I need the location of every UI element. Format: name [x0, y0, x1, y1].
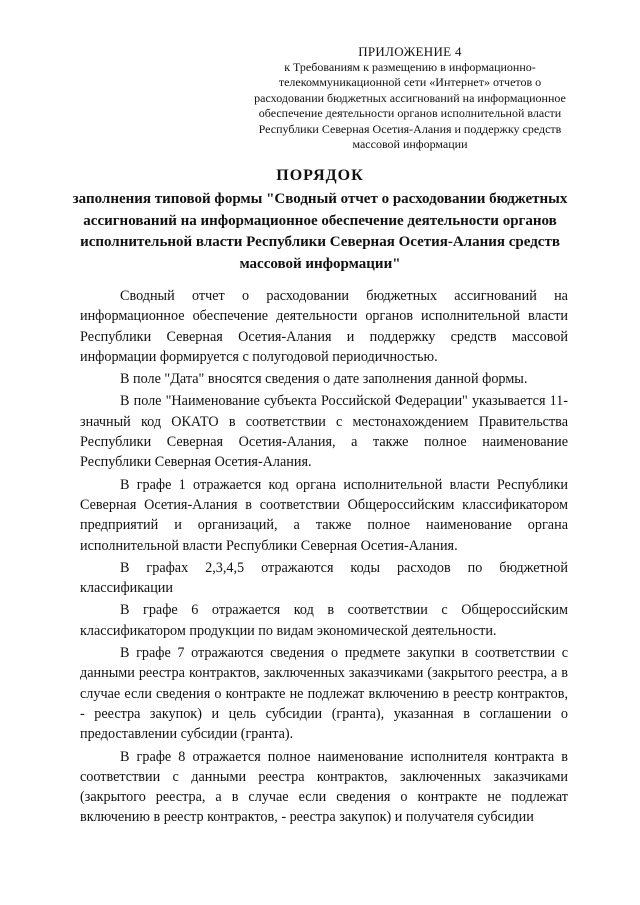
- paragraph: Сводный отчет о расходовании бюджетных ассигнований на информационное обеспечение деятельности органов исполнительной власти Республики Северная Осетия-Алания и поддержку средств массовой информации формируется с полугодовой периодичностью.: [80, 288, 568, 365]
- document-subtitle: заполнения типовой формы "Сводный отчет о расходовании бюджетных ассигнований на информационное обеспечение деятельности органов исполнительной власти Республики Северная Осетия-Алания средств массовой информации": [72, 191, 568, 272]
- paragraph: В поле "Наименование субъекта Российской Федерации" указывается 11-значный код ОКАТО в соответствии с местонахождением Правительства Республики Северная Осетия-Алания, а также полное наименование Республики Северная Осетия-Алания.: [80, 393, 568, 471]
- document-heading: [70, 166, 570, 275]
- document-body: [80, 286, 568, 830]
- paragraph: В графе 6 отражается код в соответствии с Общероссийским классификатором продукции по видам экономической деятельности.: [80, 602, 568, 639]
- paragraph: В графе 7 отражаются сведения о предмете закупки в соответствии с данными реестра контрактов, заключенных заказчиками (закрытого реестра, а в случае если сведения о контракте не подлежат включению в реестр контрактов, - реестра закупок) и цель субсидии (гранта), указанная в соглашении о предоставлении субсидии (гранта).: [80, 645, 568, 743]
- paragraph: В поле "Дата" вносятся сведения о дате заполнения данной формы.: [120, 371, 528, 388]
- appendix-title: ПРИЛОЖЕНИЕ 4: [358, 44, 462, 59]
- paragraph: В графах 2,3,4,5 отражаются коды расходов по бюджетной классификации: [80, 559, 568, 597]
- appendix-block: [250, 44, 570, 153]
- paragraph: В графе 1 отражается код органа исполнительной власти Республики Северная Осетия-Алания в соответствии Общероссийским классификатором предприятий и организаций, а также полное наименование органа исполнительной власти Республики Северная Осетия-Алания.: [80, 476, 568, 554]
- paragraph: В графе 8 отражается полное наименование исполнителя контракта в соответствии с данными реестра контрактов, заключенных заказчиками (закрытого реестра, а в случае если сведения о контракте не подлежат включению в реестр контрактов, - реестра закупок) и получателя субсидии: [80, 748, 568, 826]
- document-title: ПОРЯДОК: [276, 167, 364, 184]
- appendix-text: к Требованиям к размещению в информационно-телекоммуникационной сети «Интернет» отчетов о расходовании бюджетных ассигнований на информационное обеспечение деятельности органов исполнительной власти Республики Северная Осетия-Алания и поддержку средств массовой информации: [254, 59, 566, 151]
